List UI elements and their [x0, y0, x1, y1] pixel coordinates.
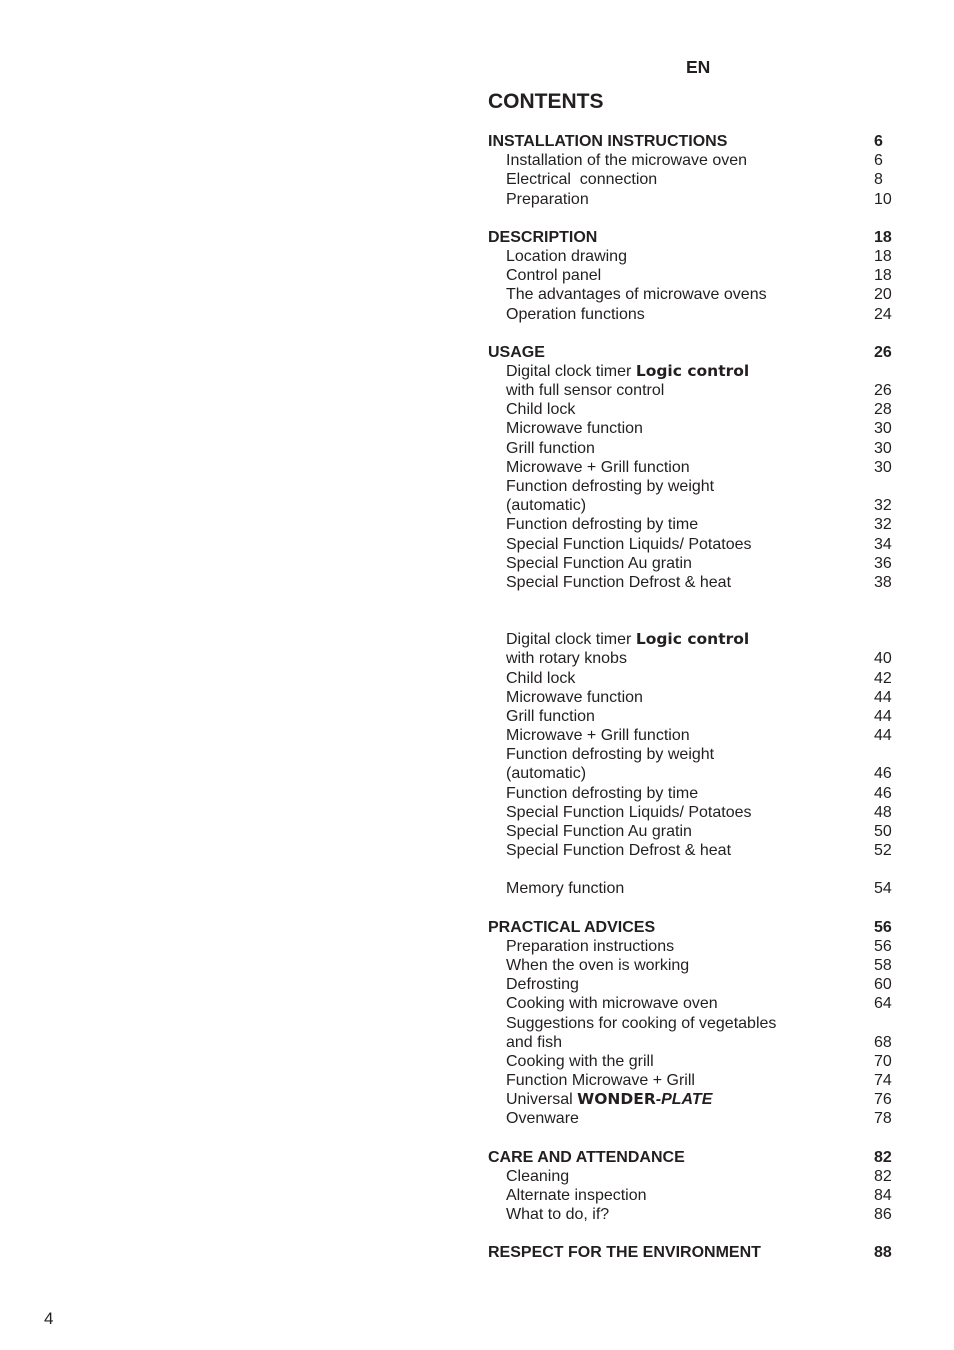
- entry-title: [506, 458, 690, 477]
- entry-page-number: 58: [874, 956, 892, 974]
- entry-emphasis-italic: -PLATE: [655, 1091, 713, 1109]
- entry-title: [506, 669, 575, 688]
- entry-emphasis: WONDER: [577, 1090, 656, 1109]
- entry-text: Special Function Liquids/ Potatoes: [506, 535, 752, 553]
- toc-entry[interactable]: [488, 190, 908, 209]
- toc-entry[interactable]: [488, 151, 908, 170]
- entry-page-number: 32: [874, 497, 892, 515]
- entry-title: [506, 573, 731, 592]
- entry-text: and fish: [506, 1033, 563, 1051]
- entry-text: Electrical connection: [506, 171, 658, 189]
- toc-entry[interactable]: [488, 764, 908, 783]
- entry-title: [506, 285, 767, 304]
- entry-text: Operation functions: [506, 305, 645, 323]
- toc-section-heading[interactable]: [488, 1243, 908, 1262]
- toc-entry[interactable]: [488, 573, 908, 592]
- entry-title: [506, 266, 601, 285]
- entry-text: What to do, if?: [506, 1206, 610, 1224]
- entry-title: [506, 937, 674, 956]
- toc-entry[interactable]: [488, 1052, 908, 1071]
- entry-title: [506, 247, 627, 266]
- toc-entry[interactable]: [488, 745, 908, 764]
- spacer: [488, 860, 908, 879]
- entry-text: with full sensor control: [506, 382, 665, 400]
- entry-text: Digital clock timer: [506, 631, 636, 649]
- entry-text: Location drawing: [506, 247, 627, 265]
- entry-page-number: 78: [874, 1110, 892, 1128]
- entry-text: Special Function Defrost & heat: [506, 573, 732, 591]
- section-title: PRACTICAL ADVICES: [488, 918, 656, 936]
- entry-title: [506, 1052, 654, 1071]
- toc-entry[interactable]: [488, 879, 908, 898]
- toc-entry[interactable]: [488, 726, 908, 745]
- entry-text: Child lock: [506, 401, 576, 419]
- toc-entry[interactable]: [488, 707, 908, 726]
- entry-page-number: 24: [874, 305, 892, 323]
- toc-entry[interactable]: [488, 266, 908, 285]
- toc-entry[interactable]: [488, 285, 908, 304]
- entry-text: Child lock: [506, 669, 576, 687]
- entry-text: Control panel: [506, 267, 602, 285]
- entry-page-number: 30: [874, 458, 892, 476]
- toc-entry[interactable]: [488, 170, 908, 189]
- toc-entry[interactable]: [488, 1033, 908, 1052]
- toc-section-heading[interactable]: [488, 228, 908, 247]
- entry-page-number: 32: [874, 516, 892, 534]
- entry-page-number: 76: [874, 1091, 892, 1109]
- entry-text: with rotary knobs: [506, 650, 627, 668]
- entry-title: [506, 1071, 695, 1090]
- page-title: CONTENTS: [488, 90, 604, 113]
- section-page-number: 56: [874, 918, 892, 936]
- toc-entry[interactable]: [488, 688, 908, 707]
- entry-title: [506, 1033, 562, 1052]
- entry-page-number: 46: [874, 765, 892, 783]
- entry-page-number: 74: [874, 1072, 892, 1090]
- toc-entry[interactable]: [488, 362, 908, 381]
- entry-page-number: 6: [874, 152, 883, 170]
- entry-text: Cooking with the grill: [506, 1052, 654, 1070]
- entry-title: [506, 784, 698, 803]
- language-label: EN: [686, 57, 711, 77]
- entry-title: [506, 649, 627, 668]
- entry-text: Special Function Defrost & heat: [506, 842, 732, 860]
- toc-section: [488, 1148, 908, 1225]
- toc-entry[interactable]: [488, 1071, 908, 1090]
- entry-text: Grill function: [506, 439, 595, 457]
- toc-section-heading[interactable]: [488, 1148, 908, 1167]
- entry-page-number: 56: [874, 937, 892, 955]
- toc-entry[interactable]: [488, 975, 908, 994]
- entry-text: Grill function: [506, 707, 595, 725]
- entry-text: Special Function Au gratin: [506, 554, 692, 572]
- toc-entry[interactable]: [488, 956, 908, 975]
- entry-title: [506, 956, 689, 975]
- toc-section: [488, 1243, 908, 1262]
- entry-page-number: 86: [874, 1206, 892, 1224]
- page-number: 4: [44, 1309, 54, 1328]
- entry-text: (automatic): [506, 765, 587, 783]
- entry-text: Microwave function: [506, 688, 643, 706]
- entry-title: [506, 496, 586, 515]
- entry-page-number: 26: [874, 382, 892, 400]
- entry-title: [506, 170, 657, 189]
- section-title: USAGE: [488, 343, 545, 361]
- section-page-number: 6: [874, 133, 883, 150]
- toc-section-heading[interactable]: [488, 918, 908, 937]
- entry-text: Cleaning: [506, 1167, 570, 1185]
- entry-title: [506, 151, 747, 170]
- entry-text: Cooking with microwave oven: [506, 995, 718, 1013]
- entry-page-number: 44: [874, 688, 892, 706]
- spacer: [488, 592, 908, 611]
- entry-title: [506, 362, 749, 381]
- toc-entry[interactable]: [488, 439, 908, 458]
- toc-section: [488, 343, 908, 899]
- entry-text: Memory function: [506, 880, 625, 898]
- section-page-number: 18: [874, 228, 892, 246]
- entry-title: [506, 764, 586, 783]
- entry-title: [506, 190, 589, 209]
- toc-entry[interactable]: [488, 400, 908, 419]
- entry-text: Installation of the microwave oven: [506, 152, 748, 170]
- entry-page-number: 46: [874, 784, 892, 802]
- entry-text: The advantages of microwave ovens: [506, 286, 767, 304]
- entry-emphasis: Logic control: [635, 361, 750, 380]
- section-title: RESPECT FOR THE ENVIRONMENT: [488, 1244, 761, 1262]
- toc-entry[interactable]: [488, 419, 908, 438]
- entry-page-number: 48: [874, 803, 892, 821]
- toc-entry[interactable]: [488, 1167, 908, 1186]
- toc-entry[interactable]: [488, 477, 908, 496]
- entry-text: Universal: [506, 1091, 578, 1109]
- entry-text: (automatic): [506, 497, 587, 515]
- section-page-number: 26: [874, 343, 892, 361]
- toc-entry[interactable]: [488, 1186, 908, 1205]
- toc-section: [488, 228, 908, 324]
- toc-section: [488, 132, 908, 209]
- entry-text: Microwave function: [506, 420, 643, 438]
- entry-page-number: 10: [874, 190, 892, 208]
- toc-entry[interactable]: [488, 994, 908, 1013]
- entry-title: [506, 305, 645, 324]
- entry-text: Special Function Au gratin: [506, 823, 692, 840]
- table-of-contents: [488, 132, 908, 1282]
- toc-entry[interactable]: [488, 305, 908, 324]
- toc-entry[interactable]: [488, 458, 908, 477]
- entry-title: [506, 439, 595, 458]
- section-page-number: 82: [874, 1148, 892, 1166]
- toc-entry[interactable]: [488, 1205, 908, 1224]
- section-title: INSTALLATION INSTRUCTIONS: [488, 133, 728, 150]
- entry-page-number: 20: [874, 286, 892, 304]
- toc-entry[interactable]: [488, 822, 908, 841]
- toc-entry[interactable]: [488, 1014, 908, 1033]
- entry-page-number: 18: [874, 247, 892, 265]
- entry-page-number: 42: [874, 669, 892, 687]
- entry-page-number: 84: [874, 1187, 892, 1204]
- entry-title: [506, 841, 731, 860]
- entry-page-number: 18: [874, 267, 892, 285]
- entry-text: Function Microwave + Grill: [506, 1072, 695, 1090]
- entry-title: [506, 400, 575, 419]
- toc-entry[interactable]: [488, 496, 908, 515]
- toc-entry[interactable]: [488, 1090, 908, 1109]
- entry-page-number: 30: [874, 439, 892, 457]
- toc-section-heading[interactable]: [488, 343, 908, 362]
- entry-title: [506, 803, 751, 822]
- entry-title: [506, 726, 690, 745]
- entry-emphasis: Logic control: [635, 630, 750, 649]
- entry-title: [506, 1205, 609, 1224]
- toc-entry[interactable]: [488, 630, 908, 649]
- entry-page-number: 38: [874, 573, 892, 591]
- entry-title: [506, 554, 692, 573]
- entry-page-number: 82: [874, 1167, 892, 1185]
- toc-entry[interactable]: [488, 381, 908, 400]
- entry-page-number: 70: [874, 1052, 892, 1070]
- section-title: CARE AND ATTENDANCE: [488, 1148, 685, 1166]
- toc-section: [488, 918, 908, 1129]
- entry-title: [506, 419, 643, 438]
- entry-text: Microwave + Grill function: [506, 727, 690, 745]
- entry-page-number: 30: [874, 420, 892, 438]
- entry-page-number: 68: [874, 1033, 892, 1051]
- toc-entry[interactable]: [488, 554, 908, 573]
- entry-page-number: 34: [874, 535, 892, 553]
- toc-section-heading[interactable]: [488, 132, 908, 151]
- toc-entry[interactable]: [488, 669, 908, 688]
- entry-title: [506, 1186, 647, 1205]
- toc-entry[interactable]: [488, 803, 908, 822]
- entry-page-number: 8: [874, 171, 883, 189]
- entry-title: [506, 975, 579, 994]
- entry-title: [506, 822, 692, 841]
- entry-title: [506, 381, 664, 400]
- entry-title: [506, 1014, 776, 1033]
- section-page-number: 88: [874, 1244, 892, 1262]
- entry-page-number: 50: [874, 823, 892, 840]
- entry-title: [506, 1090, 712, 1109]
- entry-title: [506, 879, 624, 898]
- entry-text: Function defrosting by time: [506, 516, 699, 534]
- entry-title: [506, 630, 749, 649]
- toc-entry[interactable]: [488, 937, 908, 956]
- spacer: [488, 611, 908, 630]
- entry-page-number: 64: [874, 995, 892, 1013]
- entry-text: Defrosting: [506, 976, 579, 994]
- entry-title: [506, 707, 595, 726]
- entry-text: Alternate inspection: [506, 1187, 647, 1204]
- entry-title: [506, 745, 714, 764]
- entry-page-number: 28: [874, 401, 892, 419]
- entry-title: [506, 688, 643, 707]
- entry-title: [506, 515, 698, 534]
- entry-text: Special Function Liquids/ Potatoes: [506, 803, 752, 821]
- entry-text: Digital clock timer: [506, 362, 636, 380]
- entry-page-number: 44: [874, 707, 892, 725]
- entry-text: Function defrosting by time: [506, 784, 699, 802]
- entry-text: Function defrosting by weight: [506, 478, 715, 495]
- entry-title: [506, 535, 751, 554]
- entry-text: When the oven is working: [506, 956, 690, 974]
- toc-entry[interactable]: [488, 247, 908, 266]
- entry-page-number: 52: [874, 842, 892, 860]
- entry-text: Function defrosting by weight: [506, 746, 715, 764]
- toc-entry[interactable]: [488, 535, 908, 554]
- entry-text: Suggestions for cooking of vegetables: [506, 1014, 777, 1032]
- entry-title: [506, 994, 718, 1013]
- toc-entry[interactable]: [488, 649, 908, 668]
- entry-text: Microwave + Grill function: [506, 458, 690, 476]
- section-title: DESCRIPTION: [488, 228, 598, 246]
- toc-entry[interactable]: [488, 1109, 908, 1128]
- toc-entry[interactable]: [488, 784, 908, 803]
- toc-entry[interactable]: [488, 841, 908, 860]
- entry-page-number: 40: [874, 650, 892, 668]
- entry-title: [506, 1167, 569, 1186]
- entry-page-number: 54: [874, 880, 892, 898]
- entry-title: [506, 477, 714, 496]
- entry-title: [506, 1109, 579, 1128]
- entry-text: Preparation instructions: [506, 937, 675, 955]
- entry-text: Ovenware: [506, 1110, 579, 1128]
- entry-page-number: 60: [874, 976, 892, 994]
- toc-entry[interactable]: [488, 515, 908, 534]
- entry-text: Preparation: [506, 190, 589, 208]
- entry-page-number: 36: [874, 554, 892, 572]
- entry-page-number: 44: [874, 727, 892, 745]
